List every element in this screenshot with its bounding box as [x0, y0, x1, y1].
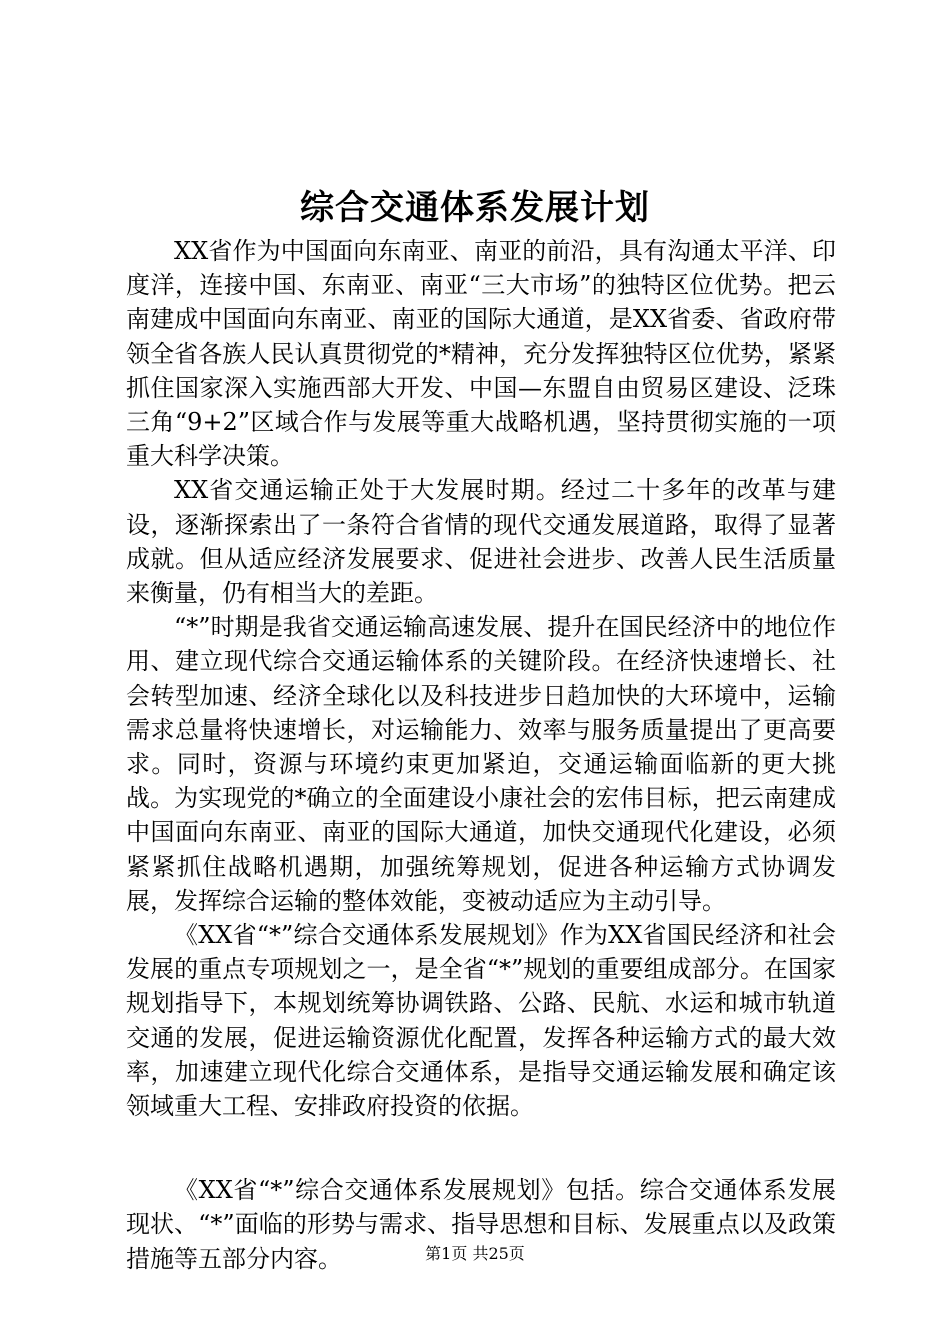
document-body [126, 234, 836, 1276]
paragraph-5: 《XX省“*”综合交通体系发展规划》包括。综合交通体系发展现状、“*”面临的形势与需求、指导思想和目标、发展重点以及政策措施等五部分内容。 [126, 1176, 836, 1273]
paragraph-3: “*”时期是我省交通运输高速发展、提升在国民经济中的地位作用、建立现代综合交通运输体系的关键阶段。在经济快速增长、社会转型加速、经济全球化以及科技进步日趋加快的大环境中，运输需求总量将快速增长，对运输能力、效率与服务质量提出了更高要求。同时，资源与环境约束更加紧迫，交通运输面临新的更大挑战。为实现党的*确立的全面建设小康社会的宏伟目标，把云南建成中国面向东南亚、南亚的国际大通道，加快交通现代化建设，必须紧紧抓住战略机遇期，加强统筹规划，促进各种运输方式协调发展，发挥综合运输的整体效能，变被动适应为主动引导。 [126, 613, 836, 915]
page-number-footer: 第1页 共25页 [425, 1244, 525, 1263]
paragraph-1: XX省作为中国面向东南亚、南亚的前沿，具有沟通太平洋、印度洋，连接中国、东南亚、南亚“三大市场”的独特区位优势。把云南建成中国面向东南亚、南亚的国际大通道，是XX省委、省政府带领全省各族人民认真贯彻党的*精神，充分发挥独特区位优势，紧紧抓住国家深入实施西部大开发、中国—东盟自由贸易区建设、泛珠三角“9+2”区域合作与发展等重大战略机遇，坚持贯彻实施的一项重大科学决策。 [126, 237, 836, 471]
document-title: 综合交通体系发展计划 [300, 188, 650, 228]
paragraph-spacer [126, 1123, 836, 1173]
paragraph-4: 《XX省“*”综合交通体系发展规划》作为XX省国民经济和社会发展的重点专项规划之一，是全省“*”规划的重要组成部分。在国家规划指导下，本规划统筹协调铁路、公路、民航、水运和城市轨道交通的发展，促进运输资源优化配置，发挥各种运输方式的最大效率，加速建立现代化综合交通体系，是指导交通运输发展和确定该领域重大工程、安排政府投资的依据。 [126, 921, 836, 1121]
paragraph-2: XX省交通运输正处于大发展时期。经过二十多年的改革与建设，逐渐探索出了一条符合省情的现代交通发展道路，取得了显著成就。但从适应经济发展要求、促进社会进步、改善人民生活质量来衡量，仍有相当大的差距。 [126, 476, 836, 608]
